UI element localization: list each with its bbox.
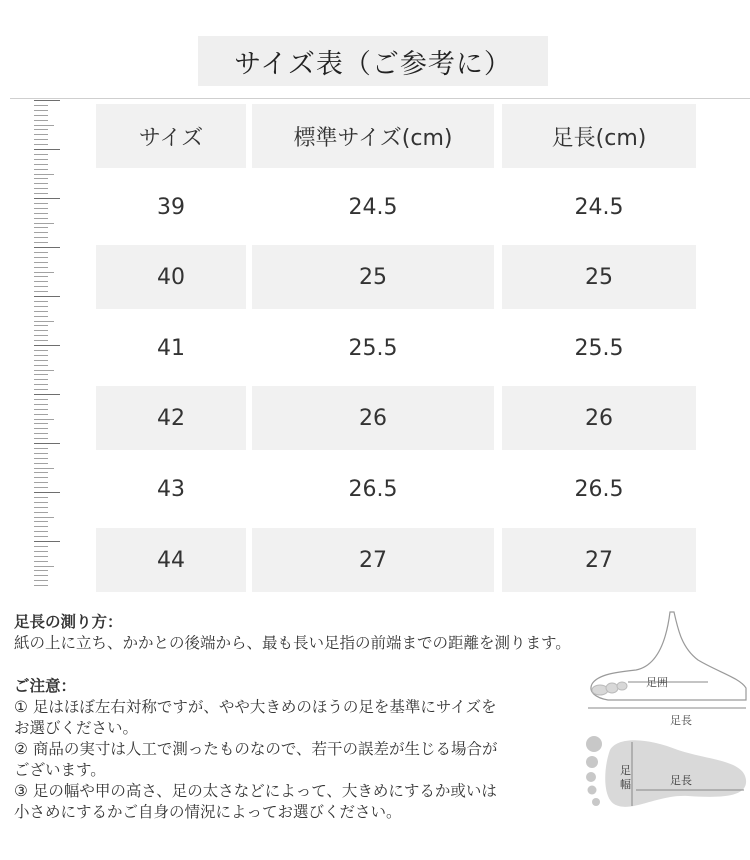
ruler-tick <box>34 115 48 116</box>
header-standard-size: 標準サイズ(cm) <box>252 104 494 168</box>
caution-line: 小さめにするかご自身の情況によってお選びください。 <box>14 803 402 821</box>
ruler-tick <box>34 575 48 576</box>
cell-standard-size: 27 <box>252 528 494 592</box>
ruler-tick <box>34 389 48 390</box>
cell-standard-size: 26 <box>252 386 494 450</box>
caution-line: ございます。 <box>14 761 106 779</box>
header-size: サイズ <box>96 104 246 168</box>
ruler-tick <box>34 120 48 121</box>
cell-standard-size: 26.5 <box>348 476 398 502</box>
ruler-tick <box>34 149 60 150</box>
cell-foot-length: 26 <box>502 386 696 450</box>
ruler-tick <box>34 237 48 238</box>
cell-standard-size: 25 <box>252 245 494 309</box>
ruler-tick <box>34 306 48 307</box>
ruler-tick <box>34 213 48 214</box>
ruler-tick <box>34 252 48 253</box>
measure-heading: 足長の測り方： <box>14 613 123 631</box>
caution-line: ③ 足の幅や甲の高さ、足の太さなどによって、大きめにするか或いは <box>14 782 497 800</box>
ruler-tick <box>34 521 48 522</box>
toe-print-icon <box>586 772 596 782</box>
cell-size: 41 <box>157 335 185 361</box>
ruler-tick <box>34 301 48 302</box>
ruler-tick <box>34 585 48 586</box>
ruler-tick <box>34 556 48 557</box>
caution-line: ① 足はほぼ左右対称ですが、やや大きめのほうの足を基準にサイズを <box>14 698 497 716</box>
ruler-tick <box>34 267 48 268</box>
ruler-tick <box>34 419 54 420</box>
ruler-tick <box>34 384 48 385</box>
ruler-tick <box>34 561 48 562</box>
cell-standard-size: 25.5 <box>348 335 398 361</box>
ruler-tick <box>34 286 48 287</box>
ruler-tick <box>34 472 48 473</box>
ruler-tick <box>34 487 48 488</box>
ruler-tick <box>34 154 48 155</box>
table-row <box>96 316 698 380</box>
ruler-tick <box>34 227 48 228</box>
toe-print-icon <box>588 786 597 795</box>
ruler-tick <box>34 423 48 424</box>
ruler-tick <box>34 144 48 145</box>
cell-size: 43 <box>157 476 185 502</box>
table-header-row <box>96 104 698 168</box>
label-width-top: 足 <box>620 764 631 777</box>
table-row <box>96 386 698 450</box>
ruler-tick <box>34 428 48 429</box>
ruler-tick <box>34 110 48 111</box>
ruler-tick <box>34 345 60 346</box>
ruler-tick <box>34 360 48 361</box>
label-girth: 足囲 <box>646 676 668 689</box>
ruler-tick <box>34 272 54 273</box>
ruler-tick <box>34 507 48 508</box>
ruler-tick <box>34 105 48 106</box>
toe-print-icon <box>586 756 598 768</box>
ruler-tick <box>34 433 48 434</box>
ruler-tick <box>34 463 48 464</box>
toe-icon <box>592 685 608 695</box>
table-row <box>96 175 698 239</box>
label-width-bottom: 幅 <box>620 778 631 791</box>
ruler-tick <box>34 512 48 513</box>
cell-size: 44 <box>96 528 246 592</box>
table-row <box>96 457 698 521</box>
ruler-tick <box>34 100 60 101</box>
ruler-tick <box>34 492 60 493</box>
ruler-tick <box>34 404 48 405</box>
ruler-tick <box>34 125 54 126</box>
ruler-tick <box>34 193 48 194</box>
cell-foot-length: 24.5 <box>574 194 624 220</box>
label-length-side: 足長 <box>670 714 692 727</box>
caution-line: お選びください。 <box>14 719 139 737</box>
ruler-tick <box>34 438 48 439</box>
table-row <box>96 528 698 592</box>
toe-print-icon <box>592 798 600 806</box>
ruler-tick <box>34 414 48 415</box>
ruler-tick <box>34 178 48 179</box>
ruler-tick <box>34 566 54 567</box>
ruler-tick <box>34 169 48 170</box>
ruler-tick <box>34 458 48 459</box>
cell-foot-length: 25.5 <box>574 335 624 361</box>
ruler-tick <box>34 580 48 581</box>
ruler-tick <box>34 517 54 518</box>
cell-foot-length: 25 <box>502 245 696 309</box>
ruler-tick <box>34 257 48 258</box>
measure-text: 紙の上に立ち、かかとの後端から、最も長い足指の前端までの距離を測ります。 <box>14 634 571 652</box>
cell-foot-length: 27 <box>502 528 696 592</box>
ruler-tick <box>34 139 48 140</box>
ruler-tick <box>34 129 48 130</box>
ruler-tick <box>34 453 48 454</box>
ruler-tick <box>34 325 48 326</box>
cell-standard-size: 24.5 <box>348 194 398 220</box>
ruler-tick <box>34 551 48 552</box>
ruler-tick <box>34 198 60 199</box>
ruler-tick <box>34 409 48 410</box>
ruler-tick <box>34 242 48 243</box>
cell-size: 42 <box>96 386 246 450</box>
header-foot-length: 足長(cm) <box>502 104 696 168</box>
ruler-tick <box>34 223 54 224</box>
ruler-tick <box>34 526 48 527</box>
ruler-tick <box>34 468 54 469</box>
ruler-graphic <box>22 100 72 596</box>
ruler-tick <box>34 316 48 317</box>
ruler-tick <box>34 276 48 277</box>
ruler-tick <box>34 570 48 571</box>
ruler-tick <box>34 262 48 263</box>
toe-print-icon <box>586 736 602 752</box>
cell-foot-length: 26.5 <box>574 476 624 502</box>
ruler-tick <box>34 443 60 444</box>
ruler-tick <box>34 321 54 322</box>
caution-heading: ご注意： <box>14 677 77 695</box>
ruler-tick <box>34 188 48 189</box>
ruler-tick <box>34 355 48 356</box>
foot-diagram <box>578 600 750 830</box>
foot-measurement-illustration <box>578 600 750 830</box>
ruler-tick <box>34 394 60 395</box>
ruler-tick <box>34 541 60 542</box>
label-length-sole: 足長 <box>670 774 692 787</box>
ruler-tick <box>34 208 48 209</box>
ruler-tick <box>34 374 48 375</box>
ruler-tick <box>34 497 48 498</box>
cell-size: 39 <box>157 194 185 220</box>
ruler-tick <box>34 330 48 331</box>
ruler-tick <box>34 296 60 297</box>
ruler-tick <box>34 174 54 175</box>
ruler-tick <box>34 502 48 503</box>
ruler-tick <box>34 477 48 478</box>
ruler-tick <box>34 203 48 204</box>
ruler-tick <box>34 531 48 532</box>
ruler-tick <box>34 546 48 547</box>
ruler-tick <box>34 232 48 233</box>
caution-line: ② 商品の実寸は人工で測ったものなので、若干の誤差が生じる場合が <box>14 740 498 758</box>
ruler-tick <box>34 335 48 336</box>
ruler-tick <box>34 311 48 312</box>
ruler-tick <box>34 399 48 400</box>
page-title: サイズ表（ご参考に） <box>198 36 548 86</box>
toe-icon <box>606 683 618 693</box>
ruler-tick <box>34 365 48 366</box>
ruler-tick <box>34 291 48 292</box>
ruler-tick <box>34 350 48 351</box>
ruler-tick <box>34 379 48 380</box>
table-row <box>96 245 698 309</box>
ruler-tick <box>34 370 54 371</box>
ruler-tick <box>34 281 48 282</box>
toe-icon <box>617 682 627 690</box>
ruler-tick <box>34 164 48 165</box>
ruler-tick <box>34 340 48 341</box>
cell-size: 40 <box>96 245 246 309</box>
ruler-tick <box>34 247 60 248</box>
ruler-tick <box>34 536 48 537</box>
ruler-tick <box>34 183 48 184</box>
ruler-tick <box>34 159 48 160</box>
ruler-tick <box>34 448 48 449</box>
notes-section <box>14 612 584 823</box>
ruler-tick <box>34 482 48 483</box>
ruler-tick <box>34 218 48 219</box>
ruler-tick <box>34 134 48 135</box>
